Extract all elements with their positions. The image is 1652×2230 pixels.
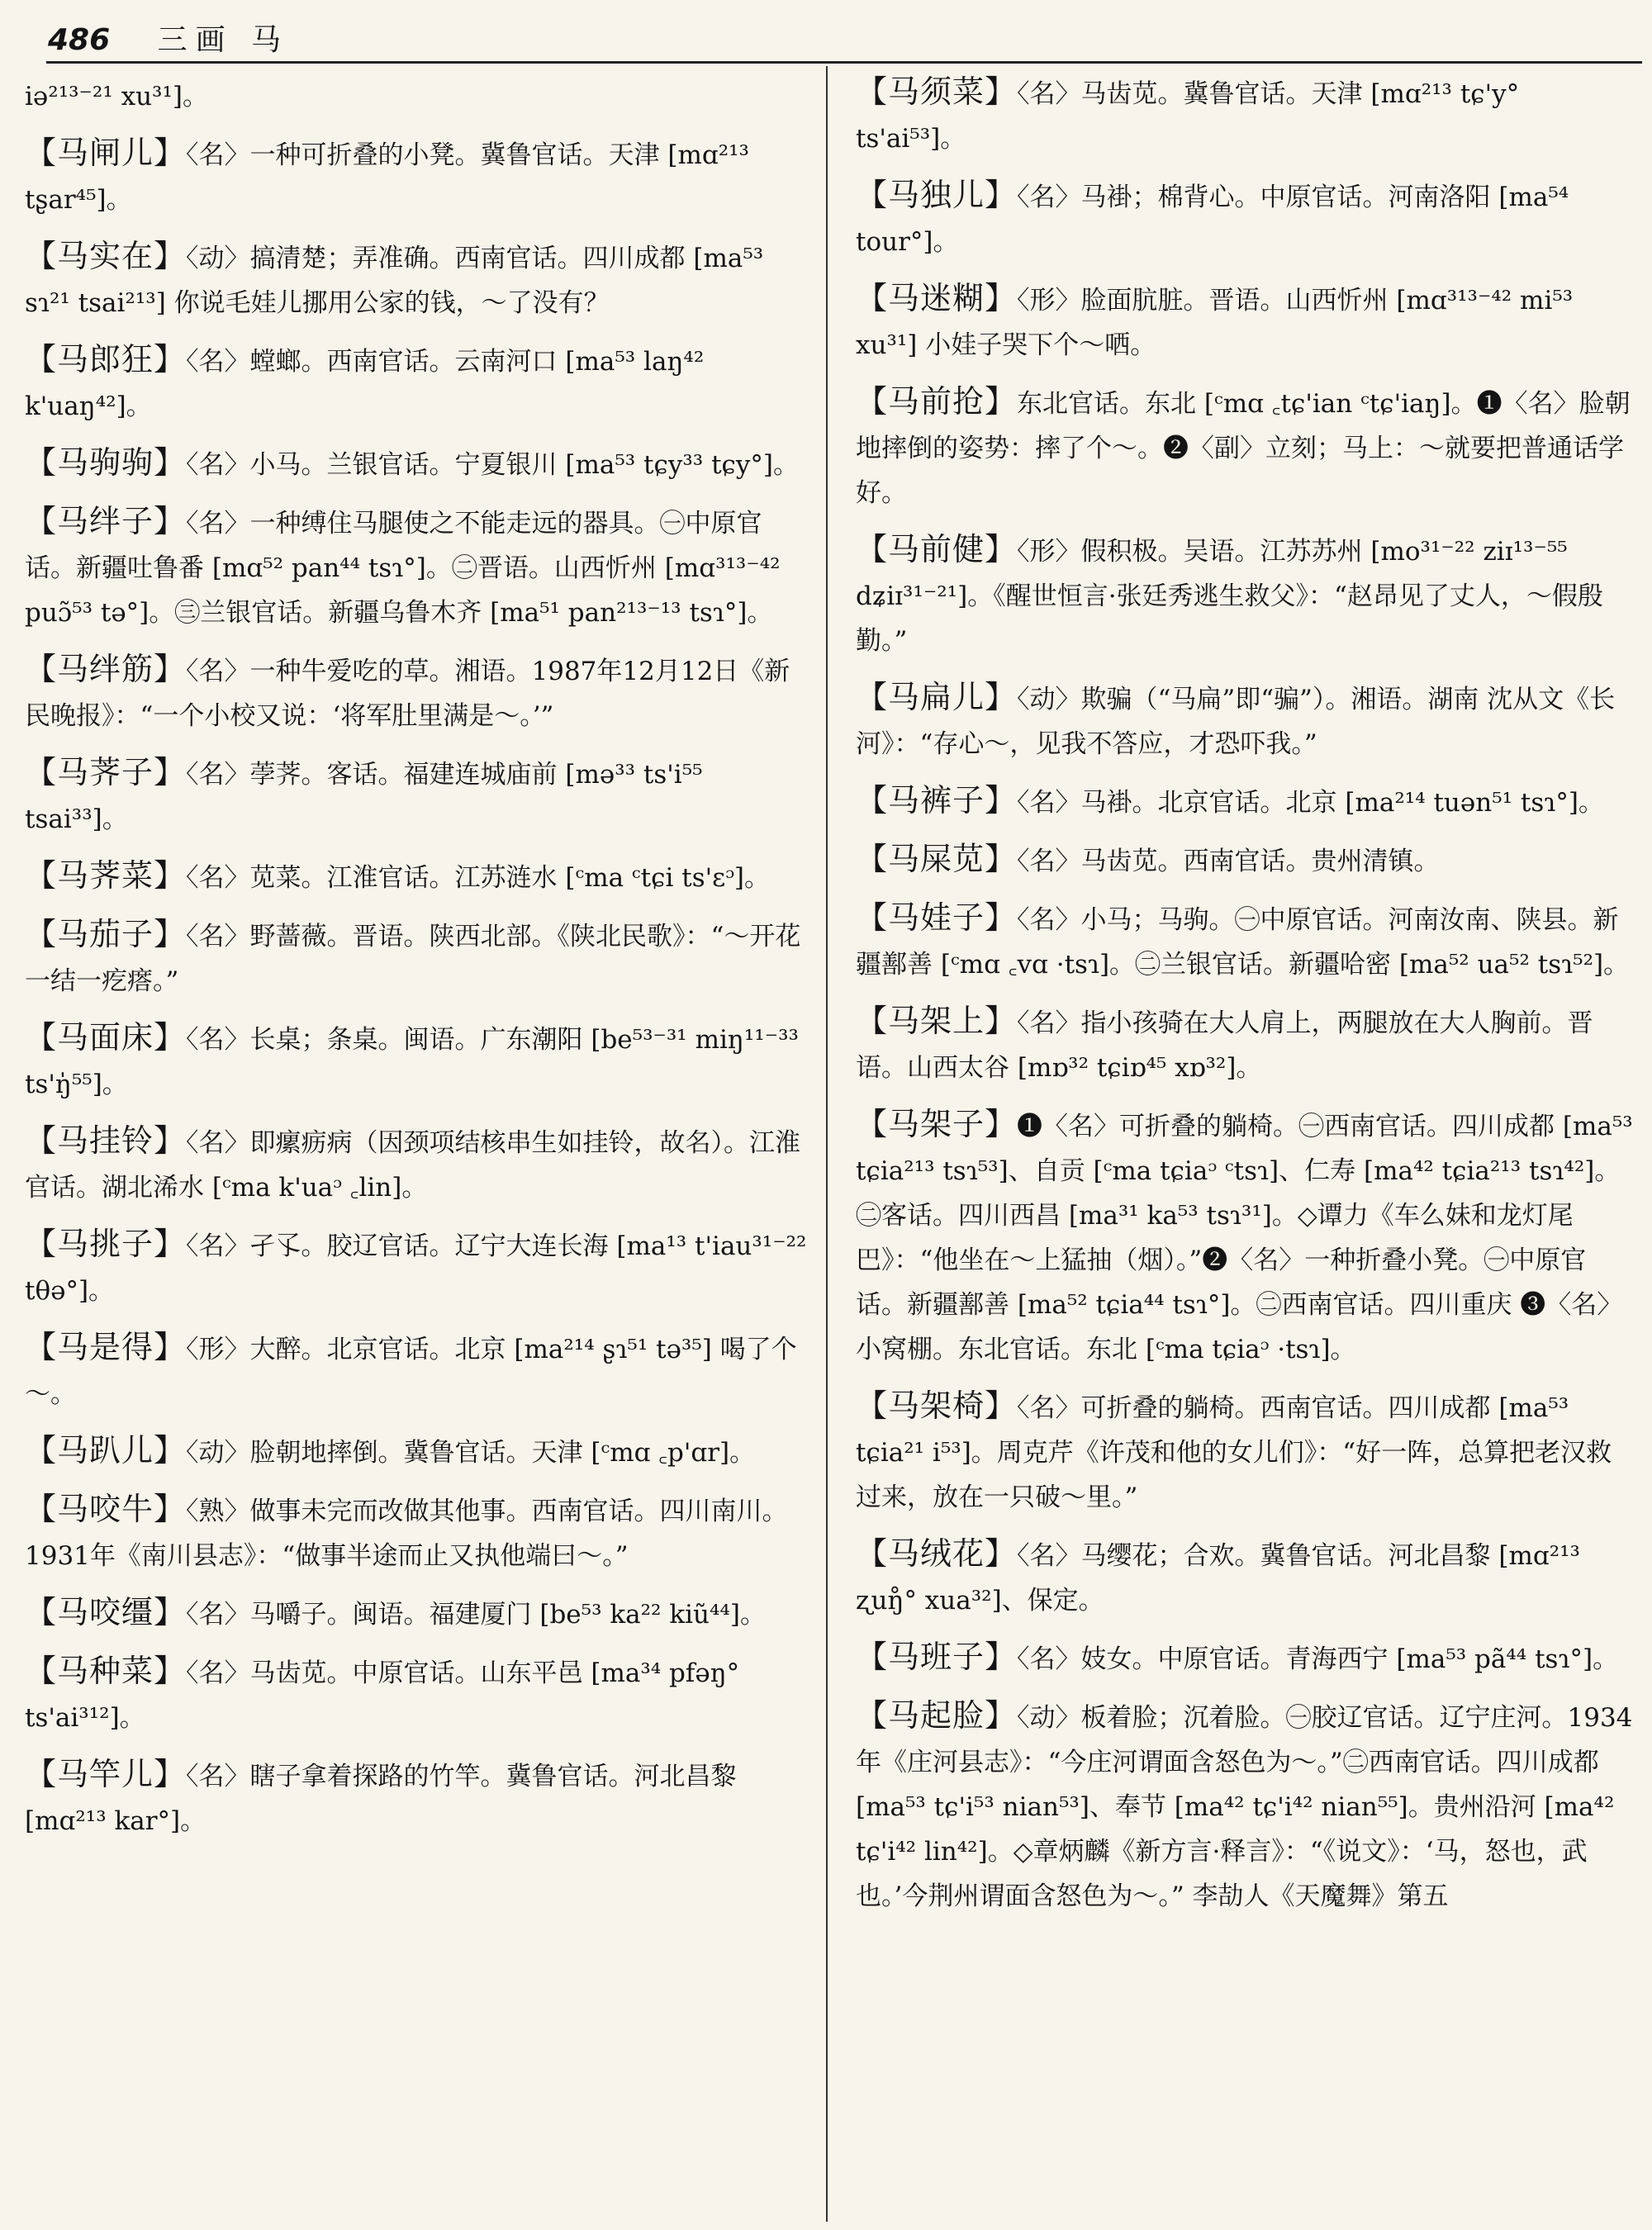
entry-definition: 〈名〉一种可折叠的小凳。冀鲁官话。天津 [mɑ²¹³ tʂar⁴⁵]。	[25, 140, 749, 215]
section-heading: 三画 马	[157, 23, 290, 57]
dictionary-entry	[856, 173, 1635, 264]
dictionary-entry	[856, 999, 1635, 1090]
entry-headword: 【马须菜】	[856, 74, 1018, 110]
header-rule	[46, 61, 1642, 64]
entry-definition: 〈名〉瞎子拿着探路的竹竿。冀鲁官话。河北昌黎 [mɑ²¹³ kar°]。	[25, 1762, 737, 1836]
entry-definition: 〈形〉脸面肮脏。晋语。山西忻州 [mɑ³¹³⁻⁴² mi⁵³ xu³¹] 小娃子哭下个～哂。	[856, 286, 1574, 360]
dictionary-entry	[25, 1222, 809, 1313]
entry-definition: 〈动〉搞清楚；弄准确。西南官话。四川成都 [ma⁵³ sɿ²¹ tsai²¹³] 你说毛娃儿挪用公家的钱，～了没有？	[25, 244, 764, 318]
entry-headword: 【马绊子】	[25, 503, 187, 539]
entry-definition: 东北官话。东北 [ᶜmɑ ꜀tɕ'ian ᶜtɕ'iaŋ]。❶〈名〉脸朝地摔倒的姿势：摔了个～。❷〈副〉立刻；马上：～就要把普通话学好。	[856, 389, 1631, 508]
dictionary-entry	[856, 778, 1635, 825]
entry-headword: 【马班子】	[856, 1639, 1018, 1675]
entry-headword: 【马架椅】	[856, 1388, 1018, 1424]
entry-definition: 〈动〉脸朝地摔倒。冀鲁官话。天津 [ᶜmɑ ꜀p'ɑr]。	[186, 1438, 756, 1468]
entry-definition: 〈名〉马褂。北京官话。北京 [ma²¹⁴ tuən⁵¹ tsɿ°]。	[1017, 788, 1604, 818]
dictionary-entry	[856, 1102, 1635, 1372]
entry-headword: 【马架上】	[856, 1003, 1018, 1039]
entry-definition: 〈名〉荸荠。客话。福建连城庙前 [mə³³ ts'i⁵⁵ tsai³³]。	[25, 760, 703, 834]
entry-headword: 【马郎狂】	[25, 341, 187, 377]
dictionary-entry	[25, 647, 809, 738]
dictionary-entry	[856, 895, 1635, 987]
dictionary-entry	[25, 234, 809, 325]
dictionary-entry	[25, 1649, 809, 1740]
entry-headword: 【马绒花】	[856, 1535, 1018, 1572]
entry-definition: 〈名〉指小孩骑在大人肩上，两腿放在大人胸前。晋语。山西太谷 [mɒ³² tɕiɒ⁴⁵ xɒ³²]。	[856, 1008, 1593, 1083]
entry-headword: 【马咬缰】	[25, 1594, 187, 1630]
dictionary-entry	[856, 527, 1635, 663]
entry-definition: 〈名〉马齿苋。中原官话。山东平邑 [ma³⁴ pfəŋ° ts'ai³¹²]。	[25, 1658, 740, 1733]
dictionary-entry	[25, 1325, 809, 1416]
dictionary-entry	[25, 1590, 809, 1637]
entry-definition: 〈名〉即瘰疬病（因颈项结核串生如挂铃，故名）。江淮官话。湖北浠水 [ᶜma k'uaᵓ ꜀lin]。	[25, 1128, 801, 1203]
entry-definition: 〈形〉假积极。吴语。江苏苏州 [mo³¹⁻²² ziɪ¹³⁻⁵⁵ dʑiɪ³¹⁻²¹]。《醒世恒言·张廷秀逃生救父》：“赵昂见了丈人，～假殷勤。”	[856, 537, 1603, 656]
dictionary-entry	[856, 69, 1635, 161]
entry-headword: 【马挂铃】	[25, 1122, 187, 1159]
entry-headword: 【马架子】	[856, 1106, 1018, 1142]
dictionary-entry	[25, 1015, 809, 1107]
dictionary-entry	[25, 1118, 809, 1210]
entry-definition: 〈动〉欺骗（“马扁”即“骗”）。湘语。湖南 沈从文《长河》：“存心～，见我不答应，才恐吓我。”	[856, 685, 1616, 759]
entry-definition: 〈名〉一种牛爱吃的草。湘语。1987年12月12日《新民晚报》：“一个小校又说：‘将军肚里满是～。’”	[25, 657, 790, 731]
entry-definition: 〈名〉长桌；条桌。闽语。广东潮阳 [be⁵³⁻³¹ miŋ¹¹⁻³³ ts'ŋ̍⁵⁵]。	[25, 1025, 799, 1099]
dictionary-entry	[25, 1487, 809, 1578]
entry-headword: 【马娃子】	[856, 899, 1018, 936]
dictionary-entry	[25, 912, 809, 1004]
dictionary-entry	[856, 276, 1635, 368]
entry-headword: 【马趴儿】	[25, 1432, 187, 1468]
entry-headword: 【马挑子】	[25, 1226, 187, 1262]
entry-headword: 【马绊筋】	[25, 651, 187, 687]
entry-headword: 【马茄子】	[25, 916, 187, 952]
entry-headword: 【马独儿】	[856, 177, 1018, 213]
entry-definition: 〈形〉大醉。北京官话。北京 [ma²¹⁴ ʂɿ⁵¹ tə³⁵] 喝了个～。	[25, 1335, 797, 1409]
entry-definition: 〈名〉妓女。中原官话。青海西宁 [ma⁵³ pã⁴⁴ tsɿ°]。	[1017, 1644, 1619, 1674]
dictionary-entry	[25, 853, 809, 900]
entry-headword: 【马种菜】	[25, 1653, 187, 1689]
dictionary-entry	[856, 1693, 1635, 1919]
entry-headword: 【马实在】	[25, 238, 187, 274]
entry-definition: 〈名〉可折叠的躺椅。西南官话。四川成都 [ma⁵³ tɕia²¹ i⁵³]。周克芹《许茂和他的女儿们》：“好一阵，总算把老汉救过来，放在一只破～里。”	[856, 1393, 1612, 1512]
entry-definition: 〈名〉小马；马驹。㊀中原官话。河南汝南、陕县。新疆鄯善 [ᶜmɑ ꜀vɑ ·tsɿ]。㊁兰银官话。新疆哈密 [ma⁵² ua⁵² tsɿ⁵²]。	[856, 905, 1630, 980]
entry-definition: ❶〈名〉可折叠的躺椅。㊀西南官话。四川成都 [ma⁵³ tɕia²¹³ tsɿ⁵³]、自贡 [ᶜma tɕiaᵓ ᶜtsɿ]、仁寿 [ma⁴² tɕia²¹³ tsɿ⁴²]。㊁客话。四川西昌 [ma³¹ ka⁵³ tsɿ³¹]。◇谭力《车么妹和龙灯尾巴》：“他坐在～上猛抽（烟）。”❷〈名〉一种折叠小凳。㊀中原官话。新疆鄯善 [ma⁵² tɕia⁴⁴ tsɿ°]。㊁西南官话。四川重庆 ❸〈名〉小窝棚。东北官话。东北 [ᶜma tɕiaᵓ ·tsɿ]。	[856, 1112, 1633, 1364]
dictionary-entry	[856, 1531, 1635, 1623]
entry-definition: 〈名〉苋菜。江淮官话。江苏涟水 [ᶜma ᶜtɕi ts'ɛᵓ]。	[186, 863, 771, 893]
dictionary-entry	[856, 379, 1635, 515]
entry-definition: 〈名〉小马。兰银官话。宁夏银川 [ma⁵³ tɕy³³ tɕy°]。	[186, 450, 800, 480]
entry-headword: 【马是得】	[25, 1329, 187, 1365]
dictionary-entry	[25, 499, 809, 635]
dictionary-entry	[856, 1383, 1635, 1520]
entry-definition: 〈名〉野蔷薇。晋语。陕西北部。《陕北民歌》：“～开花一结一疙瘩。”	[25, 922, 801, 996]
entry-headword: 【马驹驹】	[25, 444, 187, 481]
entry-definition: iə²¹³⁻²¹ xu³¹]。	[25, 82, 209, 112]
entry-definition: 〈名〉马齿苋。冀鲁官话。天津 [mɑ²¹³ tɕ'y° ts'ai⁵³]。	[856, 79, 1520, 154]
entry-headword: 【马裤子】	[856, 782, 1018, 818]
entry-headword: 【马前健】	[856, 531, 1018, 567]
right-column	[856, 69, 1635, 1930]
entry-headword: 【马面床】	[25, 1019, 187, 1056]
dictionary-entry	[856, 1635, 1635, 1682]
entry-headword: 【马迷糊】	[856, 280, 1018, 316]
entry-headword: 【马咬牛】	[25, 1491, 187, 1527]
dictionary-entry	[25, 750, 809, 842]
entry-headword: 【马屎苋】	[856, 841, 1018, 877]
column-divider	[826, 66, 828, 2222]
entry-definition: 〈动〉板着脸；沉着脸。㊀胶辽官话。辽宁庄河。1934年《庄河县志》：“今庄河谓面含怒色为～。”㊁西南官话。四川成都 [ma⁵³ tɕ'i⁵³ nian⁵³]、奉节 [ma⁴² tɕ'i⁴² nian⁵⁵]。贵州沿河 [ma⁴² tɕ'i⁴² lin⁴²]。◇章炳麟《新方言·释言》：“《说文》：‘马，怒也，武也。’今荆州谓面含怒色为～。” 李劼人《天魔舞》第五	[856, 1703, 1633, 1911]
entry-definition: 〈名〉孑孓。胶辽官话。辽宁大连长海 [ma¹³ t'iau³¹⁻²² tθə°]。	[25, 1231, 807, 1306]
dictionary-entry	[25, 1752, 809, 1843]
entry-headword: 【马荠菜】	[25, 857, 187, 894]
entry-definition: 〈名〉一种缚住马腿使之不能走远的器具。㊀中原官话。新疆吐鲁番 [mɑ⁵² pan⁴⁴ tsɿ°]。㊁晋语。山西忻州 [mɑ³¹³⁻⁴² puɔ̃⁵³ tə°]。㊂兰银官话。新疆乌鲁木齐 [ma⁵¹ pan²¹³⁻¹³ tsɿ°]。	[25, 509, 781, 628]
dictionary-entry	[25, 130, 809, 222]
page-number: 486	[48, 23, 111, 57]
entry-headword: 【马前抢】	[856, 383, 1018, 420]
entry-headword: 【马竿儿】	[25, 1756, 187, 1792]
entry-headword: 【马起脸】	[856, 1697, 1018, 1734]
running-head	[48, 18, 1642, 63]
entry-headword: 【马荠子】	[25, 754, 187, 790]
dictionary-entry	[856, 675, 1635, 766]
entry-definition: 〈名〉马缨花；合欢。冀鲁官话。河北昌黎 [mɑ²¹³ ʐuŋ̊° xua³²]、保定。	[856, 1541, 1580, 1616]
entry-definition: 〈熟〉做事未完而改做其他事。西南官话。四川南川。1931年《南川县志》：“做事半途而止又执他端曰～。”	[25, 1497, 788, 1571]
entry-definition: 〈名〉马齿苋。西南官话。贵州清镇。	[1017, 847, 1440, 876]
entry-continuation	[25, 74, 809, 119]
dictionary-entry	[25, 440, 809, 487]
dictionary-entry	[25, 337, 809, 429]
left-column	[25, 69, 809, 1855]
dictionary-entry	[856, 837, 1635, 884]
entry-definition: 〈名〉马嚼子。闽语。福建厦门 [be⁵³ ka²² kiũ⁴⁴]。	[186, 1600, 766, 1630]
entry-definition: 〈名〉螳螂。西南官话。云南河口 [ma⁵³ laŋ⁴² k'uaŋ⁴²]。	[25, 347, 705, 421]
entry-headword: 【马闸儿】	[25, 135, 187, 171]
entry-definition: 〈名〉马褂；棉背心。中原官话。河南洛阳 [ma⁵⁴ tour°]。	[856, 183, 1569, 257]
dictionary-entry	[25, 1428, 809, 1475]
entry-headword: 【马扁儿】	[856, 679, 1018, 715]
